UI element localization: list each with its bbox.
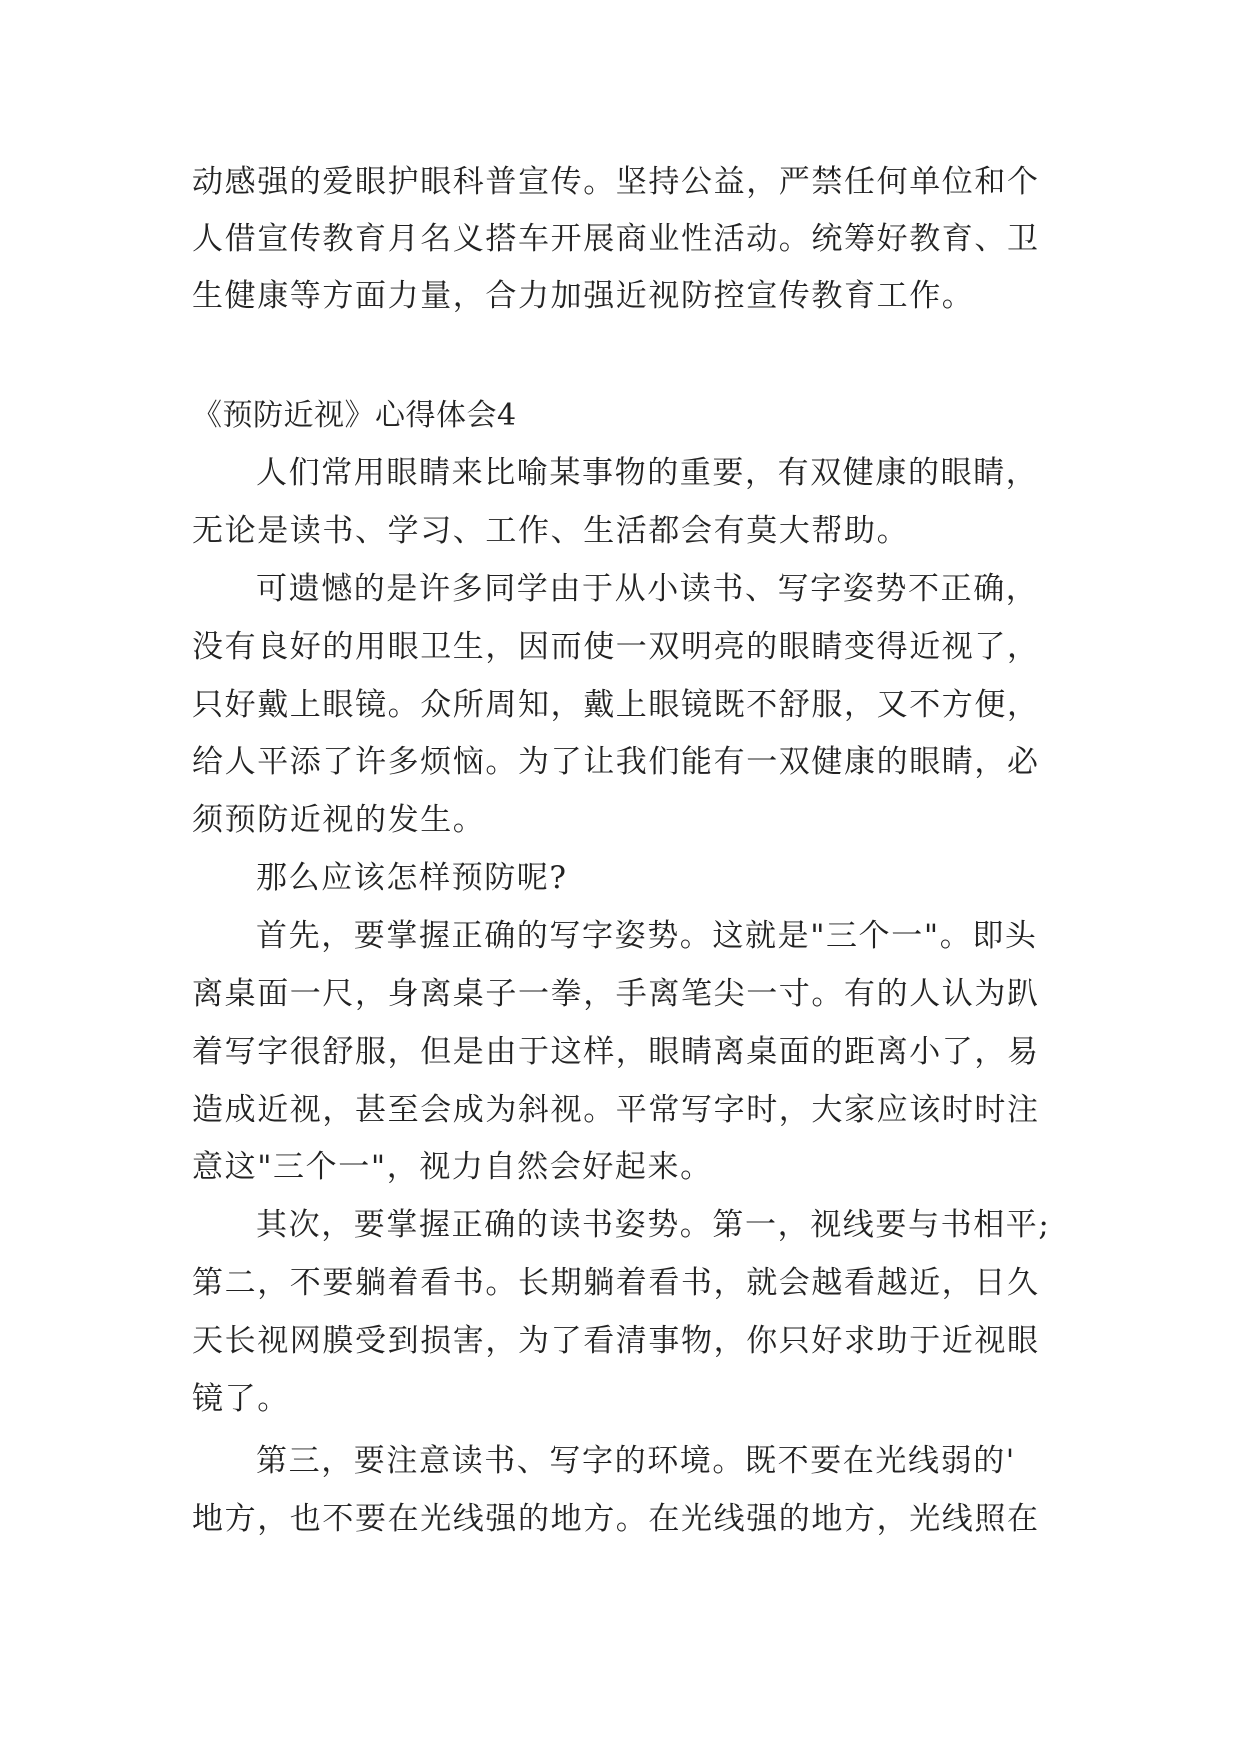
text-line: 首先，要掌握正确的写字姿势。这就是"三个一"。即头	[256, 918, 1038, 954]
text-line: 须预防近视的发生。	[192, 802, 486, 838]
text-line: 其次，要掌握正确的读书姿势。第一，视线要与书相平;	[256, 1207, 1051, 1243]
text-line: 第三，要注意读书、写字的环境。既不要在光线弱的'	[256, 1443, 1016, 1479]
text-line: 生健康等方面力量，合力加强近视防控宣传教育工作。	[192, 278, 975, 314]
text-line: 着写字很舒服，但是由于这样，眼睛离桌面的距离小了，易	[192, 1034, 1040, 1070]
text-line: 人们常用眼睛来比喻某事物的重要，有双健康的眼睛，	[256, 455, 1039, 491]
text-line: 天长视网膜受到损害，为了看清事物，你只好求助于近视眼	[192, 1323, 1040, 1359]
text-line: 离桌面一尺，身离桌子一拳，手离笔尖一寸。有的人认为趴	[192, 976, 1040, 1012]
text-line: 只好戴上眼镜。众所周知，戴上眼镜既不舒服，又不方便，	[192, 687, 1040, 723]
section-title: 《预防近视》心得体会4	[192, 398, 517, 433]
text-line: 无论是读书、学习、工作、生活都会有莫大帮助。	[192, 513, 910, 549]
text-line: 人借宣传教育月名义搭车开展商业性活动。统筹好教育、卫	[192, 221, 1040, 257]
text-line: 动感强的爱眼护眼科普宣传。坚持公益，严禁任何单位和个	[192, 164, 1040, 200]
text-line: 地方，也不要在光线强的地方。在光线强的地方，光线照在	[192, 1501, 1040, 1537]
text-line: 给人平添了许多烦恼。为了让我们能有一双健康的眼睛，必	[192, 744, 1040, 780]
text-line: 第二，不要躺着看书。长期躺着看书，就会越看越近，日久	[192, 1265, 1040, 1301]
text-line: 可遗憾的是许多同学由于从小读书、写字姿势不正确，	[256, 571, 1039, 607]
text-line: 镜了。	[192, 1381, 290, 1417]
text-line: 造成近视，甚至会成为斜视。平常写字时，大家应该时时注	[192, 1092, 1040, 1128]
text-line: 没有良好的用眼卫生，因而使一双明亮的眼睛变得近视了，	[192, 629, 1040, 665]
text-line: 意这"三个一"，视力自然会好起来。	[192, 1149, 713, 1185]
text-line: 那么应该怎样预防呢?	[256, 860, 568, 896]
